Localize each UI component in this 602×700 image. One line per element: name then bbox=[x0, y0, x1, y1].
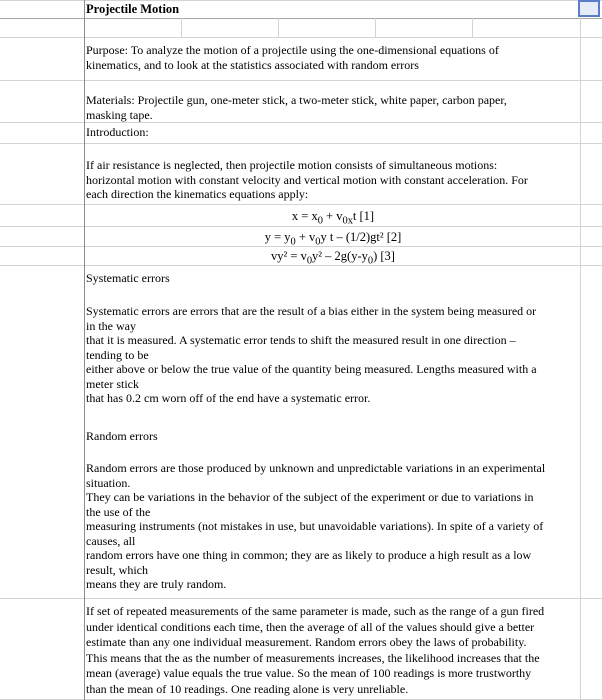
equation-2: $y = y_0 + v_0y$ t – (1/2)gt² [2] bbox=[264, 230, 402, 248]
purpose-line: Purpose: To analyze the motion of a projectile using the one-dimensional equations of bbox=[86, 43, 499, 57]
repeated-line: This means that the as the number of measurements increases, the likelihood increases that the bbox=[86, 650, 540, 665]
document-title: Projectile Motion bbox=[86, 2, 180, 16]
equation-1: $x = x_0 + v_{0x}t$ [1] bbox=[291, 209, 375, 227]
random-line: causes, all bbox=[86, 533, 136, 548]
systematic-line: in the way bbox=[86, 318, 136, 333]
random-line: Random errors are those produced by unknown and unpredictable variations in an experimental bbox=[86, 461, 546, 475]
repeated-line: mean (average) value equals the true value. So the mean of 100 readings is more trustworthy bbox=[86, 666, 532, 680]
repeated-measurements-cell[interactable] bbox=[86, 604, 580, 697]
systematic-line: meter stick bbox=[86, 376, 139, 391]
random-line: random errors have one thing in common; they are as likely to produce a high result as a low bbox=[86, 548, 532, 562]
random-line: They can be variations in the behavior of the subject of the experiment or due to variations in bbox=[86, 490, 534, 504]
systematic-line: Systematic errors are errors that are the result of a bias either in the system being measured or bbox=[86, 304, 537, 318]
repeated-line: under identical conditions each time, then the average of all of the values should give a better bbox=[86, 619, 535, 634]
repeated-line: than the mean of 10 readings. One reading alone is very unreliable. bbox=[86, 681, 409, 696]
systematic-line: either above or below the true value of the quantity being measured. Lengths measured with a bbox=[86, 362, 537, 376]
materials-cell[interactable] bbox=[86, 93, 580, 122]
introduction-line: If air resistance is neglected, then projectile motion consists of simultaneous motions: bbox=[86, 158, 498, 172]
random-line: the use of the bbox=[86, 504, 151, 519]
systematic-line: that it is measured. A systematic error tends to shift the measured result in one direction – bbox=[86, 333, 516, 347]
introduction-line: each direction the kinematics equations apply: bbox=[86, 187, 309, 201]
purpose-cell[interactable] bbox=[86, 43, 580, 72]
systematic-line: tending to be bbox=[86, 347, 149, 362]
repeated-line: estimate than any one individual measurement. Random errors obey the laws of probability. bbox=[86, 635, 527, 649]
equation-3: $vy^2 = v_0y^2 - 2g(y-y_0)$ [3] bbox=[271, 249, 395, 267]
selected-cell[interactable] bbox=[578, 0, 600, 17]
random-line: result, which bbox=[86, 562, 148, 577]
random-heading: Random errors bbox=[86, 429, 158, 443]
random-line: situation. bbox=[86, 475, 131, 490]
random-cell[interactable] bbox=[86, 461, 580, 592]
introduction-line: horizontal motion with constant velocity and vertical motion with constant acceleration. For bbox=[86, 172, 528, 187]
introduction-cell[interactable] bbox=[86, 158, 580, 202]
repeated-line: If set of repeated measurements of the same parameter is made, such as the range of a gun fired bbox=[86, 604, 545, 618]
systematic-heading: Systematic errors bbox=[86, 271, 170, 285]
systematic-line: that has 0.2 cm worn off of the end have a systematic error. bbox=[86, 391, 371, 405]
introduction-heading: Introduction: bbox=[86, 125, 149, 139]
random-line: measuring instruments (not mistakes in use, but unavoidable variations). In spite of a variety of bbox=[86, 519, 544, 533]
materials-line: Materials: Projectile gun, one-meter stick, a two-meter stick, white paper, carbon paper, bbox=[86, 93, 507, 107]
systematic-cell[interactable] bbox=[86, 304, 580, 406]
materials-line: masking tape. bbox=[86, 107, 153, 122]
purpose-line: kinematics, and to look at the statistics associated with random errors bbox=[86, 57, 419, 72]
random-line: means they are truly random. bbox=[86, 577, 227, 591]
